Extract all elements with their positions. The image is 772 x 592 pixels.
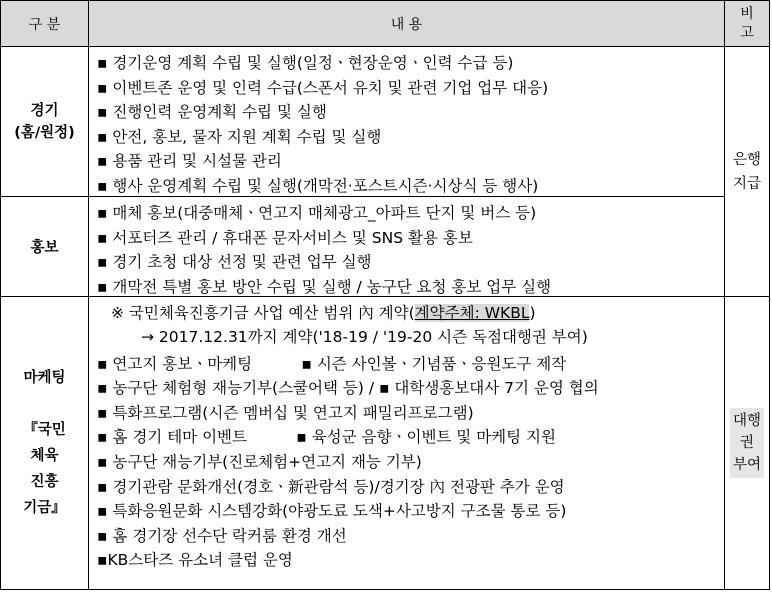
- list-item: ▪ 매체 홍보(대중매체ㆍ연고지 매체광고_아파트 단지 및 버스 등): [97, 204, 537, 222]
- header-note: [725, 1, 769, 47]
- marketing-label-line1: 마케팅: [23, 370, 66, 386]
- row-label-promo: 홍보: [1, 197, 89, 297]
- marketing-label-line2: 『국민: [23, 422, 66, 438]
- row-label-marketing: [1, 297, 89, 589]
- list-item: ▪ 서포터즈 관리 / 휴대폰 문자서비스 및 SNS 활용 홍보: [97, 228, 473, 247]
- list-item: ▪ 농구단 체험형 재능기부(스쿨어택 등) / ▪ 대학생홍보대사 7기 운영 협의: [97, 379, 599, 398]
- row-content-promo: [89, 197, 725, 297]
- agency-right-note: [730, 408, 764, 478]
- header-note-line1: 비: [740, 5, 754, 22]
- list-item: ▪ 안전, 홍보, 물자 지원 계획 수립 및 실행: [97, 127, 382, 146]
- marketing-label-line3: 체육: [30, 448, 59, 464]
- bank-note-line2: 지급: [732, 175, 761, 192]
- list-item: ▪ 용품 관리 및 시설물 관리: [97, 152, 282, 171]
- contract-party-highlight: 계약주체: WKBL: [414, 304, 530, 322]
- header-note-line2: 고: [740, 24, 754, 41]
- row-content-marketing: [89, 297, 725, 589]
- bank-note-line1: 은행: [732, 151, 761, 168]
- marketing-label-line5: 기금』: [23, 500, 66, 516]
- row-content-games: [89, 47, 725, 197]
- list-item: ▪ 특화응원문화 시스템강화(야광도료 도색+사고방지 구조물 통로 등): [97, 502, 567, 521]
- list-item: ▪ 특화프로그램(시즌 멤버십 및 연고지 패밀리프로그램): [97, 403, 474, 422]
- fund-notice-detail: → 2017.12.31까지 계약('18-19 / '19-20 시즌 독점대행권 부여): [141, 327, 588, 346]
- list-item: ▪ 경기관람 문화개선(경호ㆍ新관람석 등)/경기장 內 전광판 추가 운영: [97, 477, 565, 496]
- header-category: 구 분: [1, 1, 89, 47]
- list-item: ▪ 행사 운영계획 수립 및 실행(개막전·포스트시즌·시상식 등 행사): [97, 176, 539, 195]
- games-label-line1: 경기: [30, 102, 59, 119]
- games-label-line2: (홈/원정): [14, 124, 75, 141]
- list-item: ▪ 농구단 재능기부(진로체험+연고지 재능 기부): [97, 452, 422, 471]
- list-item: ▪ 홈 경기 테마 이벤트 ▪ 육성군 음향ㆍ이벤트 및 마케팅 지원: [97, 428, 557, 447]
- list-item: ▪ 개막전 특별 홍보 방안 수립 및 실행 / 농구단 요청 홍보 업무 실행: [97, 277, 552, 296]
- list-item: ▪ 연고지 홍보ㆍ마케팅 ▪ 시즌 사인볼ㆍ기념품ㆍ응원도구 제작: [97, 354, 567, 373]
- agency-right-note-cell: [725, 297, 769, 589]
- list-item: ▪ 진행인력 운영계획 수립 및 실행: [97, 103, 327, 122]
- fund-notice-suffix: ): [529, 304, 536, 322]
- list-item: ▪ 경기 초청 대상 선정 및 관련 업무 실행: [97, 253, 372, 272]
- marketing-label-line4: 진흥: [30, 474, 59, 490]
- list-item: ▪ 이벤트존 운영 및 인력 수급(스폰서 유치 및 관련 기업 업무 대응): [97, 78, 549, 97]
- header-content: 내 용: [89, 1, 725, 47]
- agency-note-line1: 대행: [732, 413, 761, 429]
- list-item: ▪ 홈 경기장 선수단 락커룸 환경 개선: [97, 526, 347, 545]
- agency-note-line3: 부여: [732, 457, 761, 473]
- bank-payment-note: [725, 47, 769, 297]
- list-item: ▪KB스타즈 유소녀 클럽 운영: [97, 551, 293, 570]
- list-item: ▪ 경기운영 계획 수립 및 실행(일정ㆍ현장운영ㆍ인력 수급 등): [97, 54, 514, 72]
- fund-notice-prefix: ※ 국민체육진흥기금 사업 예산 범위 內 계약(: [111, 304, 415, 322]
- agency-note-line2: 권: [739, 435, 754, 451]
- fund-notice: [97, 301, 724, 326]
- row-label-games: [1, 47, 89, 197]
